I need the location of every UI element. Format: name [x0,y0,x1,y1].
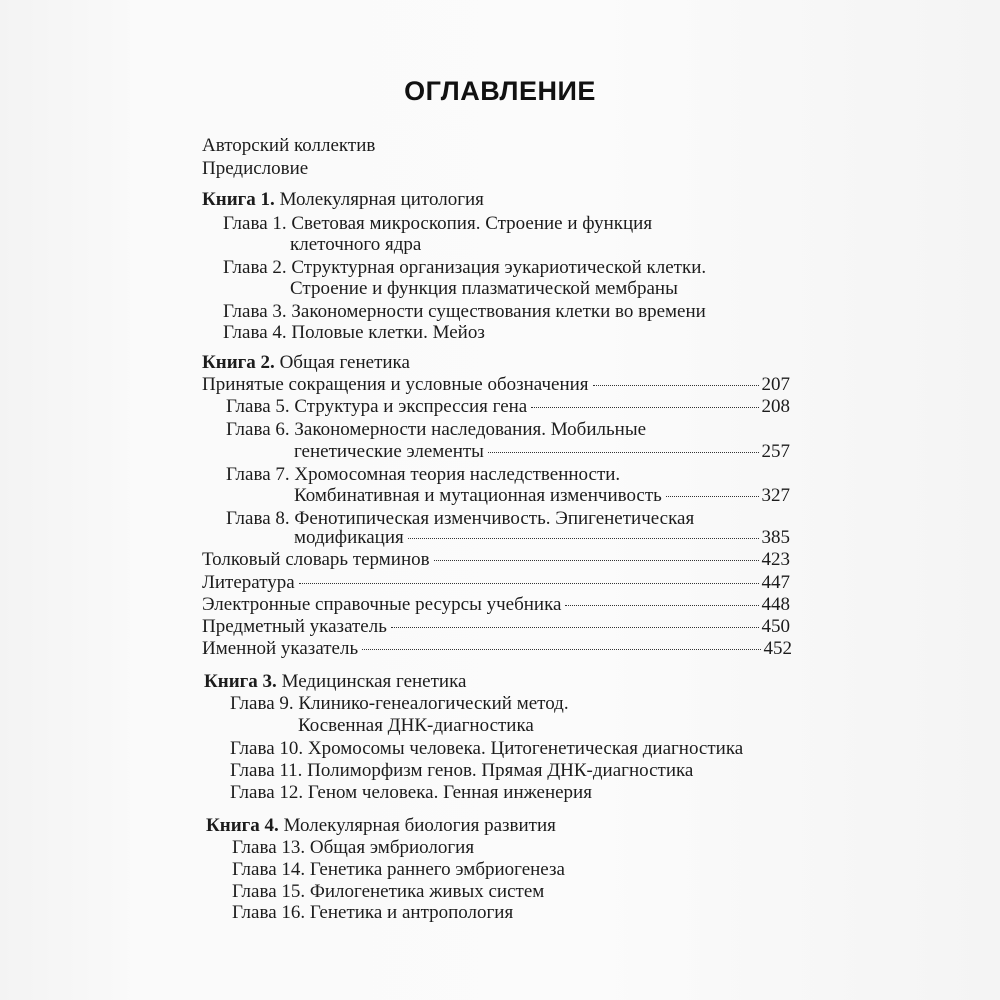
dot-leader [408,538,759,539]
book2-heading [202,352,410,374]
dot-leader [488,452,759,453]
chapter-title-cont: Косвенная ДНК-диагностика [298,715,534,736]
chapter-num: Глава 10. [230,738,304,759]
page-number: 385 [761,527,790,548]
entry-title: Принятые сокращения и условные обозначения [202,374,589,395]
page-number: 423 [761,549,790,570]
chapter-title: Структурная организация эукариотической клетки. [291,257,707,278]
toc-chapter-4 [223,322,485,344]
page-number: 207 [761,374,790,395]
chapter-title: Структура и экспрессия гена [294,396,528,417]
chapter-title: Хромосомы человека. Цитогенетическая диагностика [307,738,744,759]
chapter-title: Филогенетика живых систем [309,881,545,902]
toc-name-index [202,638,792,660]
chapter-num: Глава 9. [230,693,294,714]
chapter-num: Глава 4. [223,322,287,343]
chapter-num: Глава 16. [232,902,306,923]
dot-leader [391,627,759,628]
dot-leader [593,385,759,386]
toc-chapter-1 [223,213,652,235]
page-number: 327 [761,485,790,506]
chapter-title: Полиморфизм генов. Прямая ДНК-диагностика [307,760,694,781]
book1-name: Молекулярная цитология [279,189,484,210]
toc-chapter-14 [232,859,565,881]
chapter-title: Фенотипическая изменчивость. Эпигенетическая [294,508,695,529]
toc-literature [202,572,790,594]
chapter-title: Генетика и антропология [309,902,514,923]
page-title: ОГЛАВЛЕНИЕ [404,76,596,106]
chapter-num: Глава 5. [226,396,290,417]
chapter-title-cont: Строение и функция плазматической мембраны [290,278,678,299]
toc-chapter-8-cont [294,527,790,549]
dot-leader [434,560,759,561]
toc-subject-index [202,616,790,638]
chapter-title-cont: модификация [294,527,404,548]
toc-chapter-12 [230,782,592,804]
page-number: 450 [761,616,790,637]
page-number: 452 [763,638,792,659]
toc-chapter-11 [230,760,693,782]
toc-chapter-9 [230,693,569,715]
dot-leader [362,649,760,650]
chapter-title: Закономерности существования клетки во времени [291,301,706,322]
book4-name: Молекулярная биология развития [283,815,556,836]
chapter-title: Клинико-генеалогический метод. [298,693,569,714]
entry-title: Литература [202,572,295,593]
page-number: 448 [761,594,790,615]
chapter-num: Глава 14. [232,859,306,880]
chapter-title-cont: генетические элементы [294,441,484,462]
toc-chapter-13 [232,837,474,859]
book3-label: Книга 3. [204,671,277,692]
chapter-title: Закономерности наследования. Мобильные [294,419,647,440]
book1-heading [202,189,484,211]
toc-chapter-16 [232,902,513,924]
chapter-num: Глава 15. [232,881,306,902]
book4-label: Книга 4. [206,815,279,836]
toc-chapter-7 [226,464,620,486]
toc-abbreviations [202,374,790,396]
book3-name: Медицинская генетика [281,671,467,692]
chapter-title: Геном человека. Генная инженерия [307,782,592,803]
page-number: 447 [761,572,790,593]
chapter-num: Глава 8. [226,508,290,529]
book2-name: Общая генетика [279,352,410,373]
toc-authors: Авторский коллектив [202,135,376,156]
dot-leader [666,496,759,497]
page-number: 208 [761,396,790,417]
toc-chapter-3 [223,301,706,323]
dot-leader [565,605,758,606]
chapter-num: Глава 6. [226,419,290,440]
toc-e-resources [202,594,790,616]
chapter-title-cont: Комбинативная и мутационная изменчивость [294,485,662,506]
book2-label: Книга 2. [202,352,275,373]
toc-chapter-5 [226,396,790,418]
book3-heading [204,671,466,693]
page-number: 257 [761,441,790,462]
chapter-title: Хромосомная теория наследственности. [294,464,621,485]
toc-chapter-2 [223,257,706,279]
chapter-title: Половые клетки. Мейоз [291,322,485,343]
toc-chapter-10 [230,738,743,760]
toc-chapter-15 [232,881,544,903]
book1-label: Книга 1. [202,189,275,210]
chapter-num: Глава 11. [230,760,303,781]
chapter-num: Глава 13. [232,837,306,858]
chapter-num: Глава 1. [223,213,287,234]
entry-title: Толковый словарь терминов [202,549,430,570]
chapter-num: Глава 12. [230,782,304,803]
entry-title: Электронные справочные ресурсы учебника [202,594,562,615]
toc-chapter-7-cont [294,485,790,507]
book4-heading [206,815,556,837]
chapter-title-cont: клеточного ядра [290,234,422,255]
chapter-title: Общая эмбриология [309,837,475,858]
toc-preface: Предисловие [202,158,309,179]
toc-chapter-6 [226,419,646,441]
chapter-num: Глава 7. [226,464,290,485]
dot-leader [531,407,758,408]
entry-title: Именной указатель [202,638,359,659]
dot-leader [299,583,759,584]
chapter-title: Генетика раннего эмбриогенеза [309,859,565,880]
toc-glossary [202,549,790,571]
chapter-title: Световая микроскопия. Строение и функция [291,213,653,234]
chapter-num: Глава 2. [223,257,287,278]
toc-chapter-6-cont [294,441,790,463]
chapter-num: Глава 3. [223,301,287,322]
entry-title: Предметный указатель [202,616,387,637]
